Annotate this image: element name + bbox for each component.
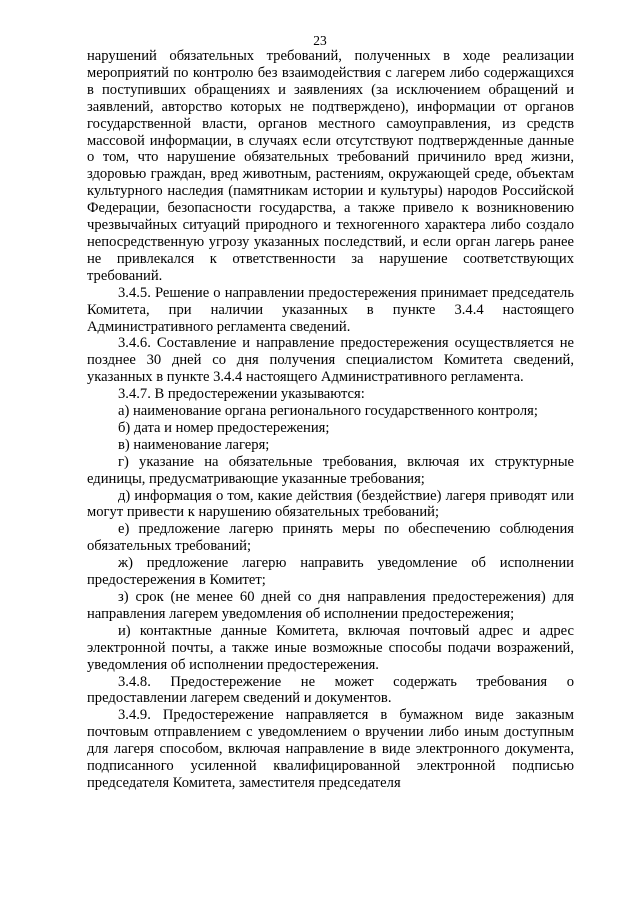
list-item-zh: ж) предложение лагерю направить уведомление об исполнении предостережения в Комитет;	[87, 555, 574, 589]
paragraph-3-4-5: 3.4.5. Решение о направлении предостережения принимает председатель Комитета, при наличии указанных в пункте 3.4.4 настоящего Административного регламента сведений.	[87, 284, 574, 335]
paragraph-continuation: нарушений обязательных требований, полученных в ходе реализации мероприятий по контролю без взаимодействия с лагерем либо содержащихся в поступивших обращениях и заявлениях (за исключением обращений и заявлений, авторство которых не подтверждено), информации от органов государственной власти, органов местного самоуправления, из средств массовой информации, в случаях если отсутствуют подтвержденные данные о том, что нарушение обязательных требований причинило вред жизни, здоровью граждан, вред животным, растениям, окружающей среде, объектам культурного наследия (памятникам истории и культуры) народов Российской Федерации, безопасности государства, а также привело к возникновению чрезвычайных ситуаций природного и техногенного характера либо создало непосредственную угрозу указанных последствий, и если орган лагерь ранее не привлекался к ответственности за нарушение соответствующих требований.	[87, 48, 574, 284]
paragraph-3-4-7: 3.4.7. В предостережении указываются:	[118, 386, 365, 403]
page-number: 23	[313, 33, 327, 48]
paragraph-3-4-9: 3.4.9. Предостережение направляется в бумажном виде заказным почтовым отправлением с уведомлением о вручении либо иным доступным для лагеря способом, включая направление в виде электронного документа, подписанного усиленной квалифицированной электронной подписью председателя Комитета, заместителя председателя	[87, 707, 574, 791]
list-item-a: а) наименование органа регионального государственного контроля;	[118, 403, 538, 420]
list-item-e: е) предложение лагерю принять меры по обеспечению соблюдения обязательных требований;	[87, 521, 574, 555]
paragraph-3-4-8: 3.4.8. Предостережение не может содержать требования о предоставлении лагерем сведений и документов.	[87, 673, 574, 707]
list-item-z: з) срок (не менее 60 дней со дня направления предостережения) для направления лагерем уведомления об исполнении предостережения;	[87, 589, 574, 622]
list-item-v: в) наименование лагеря;	[118, 436, 270, 453]
list-item-g: г) указание на обязательные требования, включая их структурные единицы, предусматривающие указанные требования;	[87, 453, 574, 487]
paragraph-3-4-6: 3.4.6. Составление и направление предостережения осуществляется не позднее 30 дней со дня получения специалистом Комитета сведений, указанных в пункте 3.4.4 настоящего Административного регламента.	[87, 335, 574, 386]
list-item-d: д) информация о том, какие действия (бездействие) лагеря приводят или могут привести к нарушению обязательных требований;	[87, 487, 574, 521]
list-item-b: б) дата и номер предостережения;	[118, 419, 330, 436]
document-body	[87, 48, 574, 792]
list-item-i: и) контактные данные Комитета, включая почтовый адрес и адрес электронной почты, а также иные возможные способы подачи возражений, уведомления об исполнении предостережения.	[87, 622, 574, 673]
